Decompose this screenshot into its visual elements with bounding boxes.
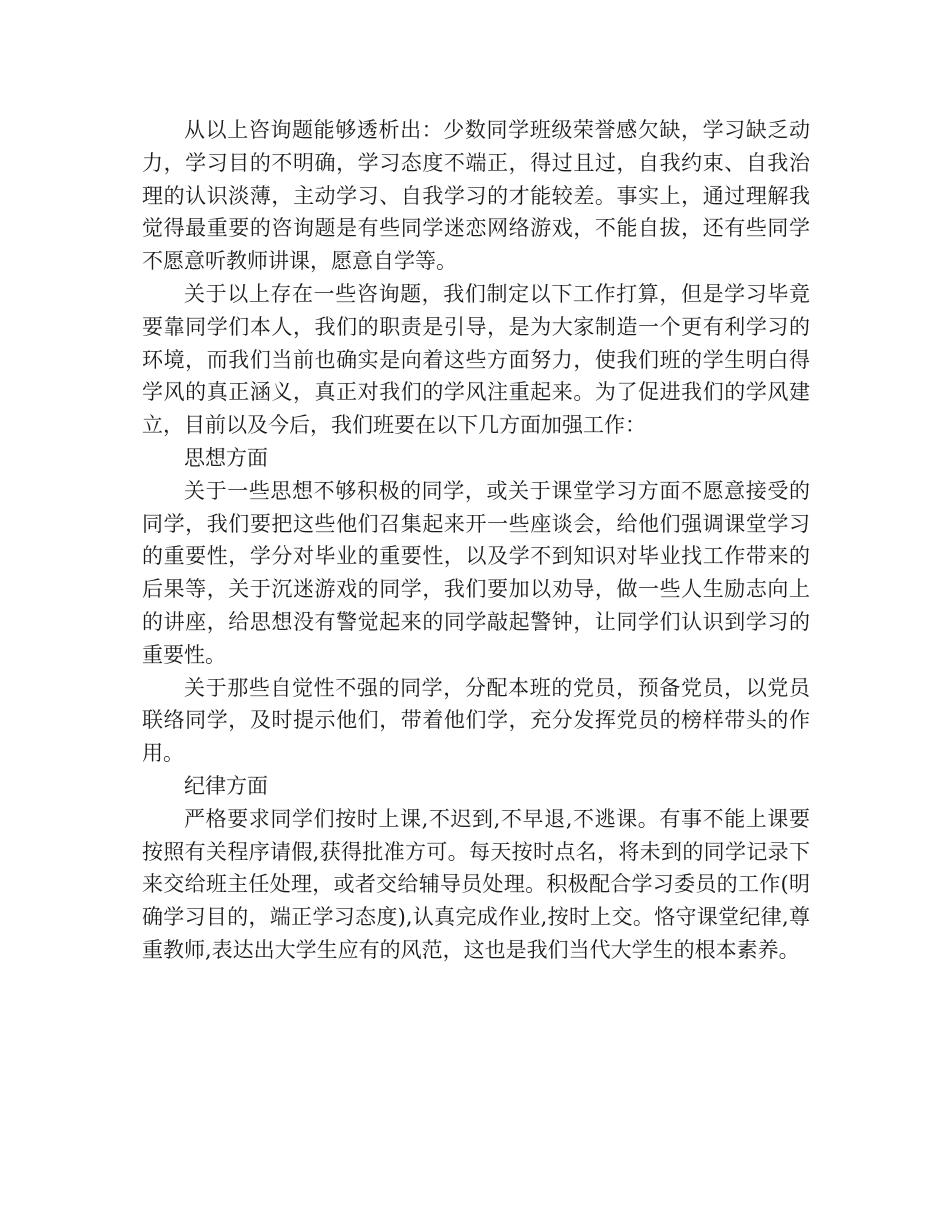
body-paragraph: 关于以上存在一些咨询题，我们制定以下工作打算，但是学习毕竟要靠同学们本人，我们的职责是引导，是为大家制造一个更有利学习的环境，而我们当前也确实是向着这些方面努力，使我们班的学生明白得学风的真正涵义，真正对我们的学风注重起来。为了促进我们的学风建立，目前以及今后，我们班要在以下几方面加强工作： — [142, 281, 810, 438]
body-paragraph: 关于那些自觉性不强的同学，分配本班的党员，预备党员，以党员联络同学，及时提示他们，带着他们学，充分发挥党员的榜样带头的作用。 — [142, 675, 810, 766]
section-heading-thought: 思想方面 — [184, 445, 268, 470]
document-page — [142, 114, 810, 967]
body-paragraph: 严格要求同学们按时上课,不迟到,不早退,不逃课。有事不能上课要按照有关程序请假,获得批准方可。每天按时点名，将未到的同学记录下来交给班主任处理，或者交给辅导员处理。积极配合学习委员的工作(明确学习目的，端正学习态度),认真完成作业,按时上交。恪守课堂纪律,尊重教师,表达出大学生应有的风范，这也是我们当代大学生的根本素养。 — [142, 806, 810, 962]
body-paragraph: 从以上咨询题能够透析出：少数同学班级荣誉感欠缺，学习缺乏动力，学习目的不明确，学习态度不端正，得过且过，自我约束、自我治理的认识淡薄，主动学习、自我学习的才能较差。事实上，通过理解我觉得最重要的咨询题是有些同学迷恋网络游戏，不能自拔，还有些同学不愿意听教师讲课，愿意自学等。 — [142, 118, 810, 274]
body-paragraph: 关于一些思想不够积极的同学，或关于课堂学习方面不愿意接受的同学，我们要把这些他们召集起来开一些座谈会，给他们强调课堂学习的重要性，学分对毕业的重要性，以及学不到知识对毕业找工作带来的后果等，关于沉迷游戏的同学，我们要加以劝导，做一些人生励志向上的讲座，给思想没有警觉起来的同学敲起警钟，让同学们认识到学习的重要性。 — [142, 478, 810, 667]
section-heading-discipline: 纪律方面 — [184, 773, 268, 798]
